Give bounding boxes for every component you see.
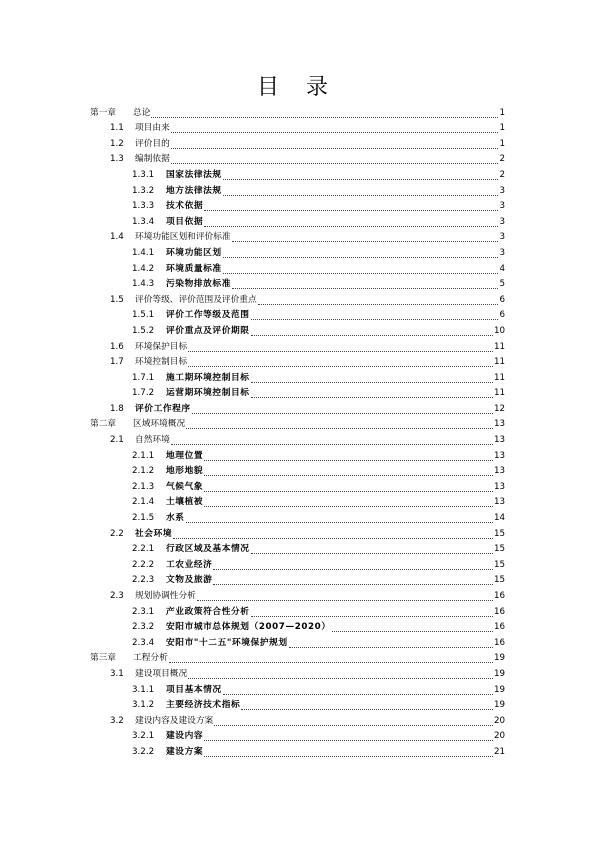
- toc-entry-title: 文物及旅游: [166, 575, 213, 586]
- toc-entry-page-number: 3: [499, 216, 505, 227]
- toc-leader-dots: [251, 607, 493, 617]
- toc-entry-title: 建设项目概况: [135, 668, 188, 679]
- toc-entry[interactable]: [90, 165, 505, 181]
- toc-entry-number: 1.3: [110, 154, 124, 165]
- toc-leader-dots: [204, 497, 493, 507]
- toc-entry-title: 运营期环境控制目标: [166, 388, 250, 399]
- toc-leader-dots: [232, 232, 498, 242]
- toc-leader-dots: [289, 638, 493, 648]
- toc-entry-page-number: 20: [493, 715, 505, 726]
- toc-entry-title: 评价重点及评价期限: [166, 325, 250, 336]
- toc-entry-number: 1.3.1: [132, 169, 155, 180]
- toc-entry[interactable]: [90, 430, 505, 446]
- toc-entry-page-number: 13: [493, 466, 505, 477]
- toc-leader-dots: [251, 310, 498, 320]
- page-title: 目 录: [257, 75, 338, 100]
- toc-leader-dots: [204, 731, 493, 741]
- toc-entry-page-number: 19: [493, 653, 505, 664]
- toc-entry[interactable]: [90, 618, 505, 634]
- toc-entry-title: 评价工作等级及范围: [166, 310, 250, 321]
- toc-leader-dots: [332, 622, 493, 632]
- toc-leader-dots: [204, 217, 498, 227]
- toc-leader-dots: [186, 513, 493, 523]
- toc-leader-dots: [251, 326, 493, 336]
- toc-entry-title: 技术依据: [166, 201, 204, 212]
- toc-entry-title: 建设内容: [166, 731, 204, 742]
- toc-entry-title: 自然环境: [135, 435, 170, 446]
- toc-entry-page-number: 16: [493, 622, 505, 633]
- toc-entry[interactable]: [90, 259, 505, 275]
- table-of-contents: [90, 103, 505, 758]
- toc-entry-page-number: 15: [493, 575, 505, 586]
- toc-leader-dots: [241, 700, 493, 710]
- toc-entry-number: 2.1: [110, 435, 124, 446]
- toc-entry-page-number: 14: [493, 513, 505, 524]
- toc-entry[interactable]: [90, 540, 505, 556]
- toc-entry[interactable]: [90, 119, 505, 135]
- toc-entry-page-number: 6: [499, 310, 505, 321]
- toc-entry-number: 1.4.2: [132, 263, 155, 274]
- toc-entry[interactable]: [90, 602, 505, 618]
- toc-entry-number: 1.4.1: [132, 247, 155, 258]
- toc-entry-title: 污染物排放标准: [166, 279, 232, 290]
- toc-leader-dots: [223, 170, 498, 180]
- toc-leader-dots: [223, 685, 493, 695]
- toc-leader-dots: [251, 388, 493, 398]
- toc-entry-title: 建设方案: [166, 746, 204, 757]
- toc-entry[interactable]: [90, 462, 505, 478]
- toc-leader-dots: [214, 716, 493, 726]
- toc-entry[interactable]: [90, 415, 505, 431]
- toc-entry-page-number: 10: [493, 325, 505, 336]
- toc-entry-page-number: 20: [493, 731, 505, 742]
- toc-entry-page-number: 13: [493, 450, 505, 461]
- toc-entry-number: 1.7.2: [132, 388, 155, 399]
- toc-entry-title: 环境控制目标: [135, 357, 188, 368]
- toc-leader-dots: [223, 186, 498, 196]
- toc-entry[interactable]: [90, 134, 505, 150]
- toc-entry[interactable]: [90, 337, 505, 353]
- toc-entry-title: 编制依据: [135, 154, 170, 165]
- toc-entry-number: 1.7.1: [132, 372, 155, 383]
- toc-entry-title: 环境质量标准: [166, 263, 222, 274]
- toc-entry-title: 主要经济技术指标: [166, 700, 241, 711]
- toc-entry-number: 2.3.4: [132, 637, 155, 648]
- toc-leader-dots: [232, 279, 498, 289]
- toc-entry-title: 施工期环境控制目标: [166, 372, 250, 383]
- toc-entry-number: 1.6: [110, 341, 124, 352]
- toc-entry-number: 2.2.1: [132, 544, 155, 555]
- toc-entry-title: 地方法律法规: [166, 185, 222, 196]
- toc-entry-page-number: 3: [499, 232, 505, 243]
- toc-entry[interactable]: [90, 446, 505, 462]
- toc-entry-page-number: 21: [493, 746, 505, 757]
- toc-entry-number: 2.1.5: [132, 513, 155, 524]
- toc-leader-dots: [213, 575, 493, 585]
- toc-entry-number: 1.5: [110, 294, 124, 305]
- toc-entry-number: 3.1.1: [132, 684, 155, 695]
- toc-leader-dots: [171, 154, 498, 164]
- toc-entry-page-number: 13: [493, 497, 505, 508]
- toc-entry[interactable]: [90, 633, 505, 649]
- toc-entry-page-number: 3: [499, 247, 505, 258]
- toc-entry[interactable]: [90, 368, 505, 384]
- toc-entry[interactable]: [90, 243, 505, 259]
- toc-entry-title: 地形地貌: [166, 466, 204, 477]
- toc-entry-number: 2.3.1: [132, 606, 155, 617]
- toc-entry-title: 地理位置: [166, 450, 204, 461]
- toc-entry[interactable]: [90, 493, 505, 509]
- toc-entry-title: 安阳市城市总体规划（2007—2020）: [166, 622, 331, 633]
- toc-entry-number: 2.2.3: [132, 575, 155, 586]
- toc-entry-title: 项目由来: [135, 123, 170, 134]
- toc-entry-number: 1.8: [110, 403, 124, 414]
- toc-entry-number: 2.1.1: [132, 450, 155, 461]
- toc-entry-page-number: 11: [493, 341, 505, 352]
- toc-entry-page-number: 15: [493, 544, 505, 555]
- toc-entry-page-number: 11: [493, 388, 505, 399]
- toc-entry-number: 1.3.2: [132, 185, 155, 196]
- toc-leader-dots: [204, 466, 493, 476]
- toc-leader-dots: [188, 342, 493, 352]
- toc-entry-title: 水系: [166, 513, 185, 524]
- toc-entry-number: 2.1.3: [132, 481, 155, 492]
- toc-entry-number: 3.2: [110, 715, 124, 726]
- toc-leader-dots: [188, 669, 493, 679]
- toc-entry-page-number: 12: [493, 403, 505, 414]
- toc-entry-number: 3.2.2: [132, 746, 155, 757]
- toc-entry-title: 气候气象: [166, 481, 204, 492]
- toc-entry-title: 环境功能区划: [166, 247, 222, 258]
- toc-entry-page-number: 16: [493, 606, 505, 617]
- toc-entry[interactable]: [90, 649, 505, 665]
- toc-entry-title: 评价等级、评价范围及评价重点: [135, 294, 257, 305]
- toc-entry[interactable]: [90, 181, 505, 197]
- toc-entry-number: 2.3.2: [132, 622, 155, 633]
- toc-entry[interactable]: [90, 555, 505, 571]
- toc-leader-dots: [151, 108, 498, 118]
- toc-leader-dots: [188, 357, 493, 367]
- toc-entry-title: 总论: [133, 107, 151, 118]
- toc-entry[interactable]: [90, 399, 505, 415]
- toc-entry-page-number: 13: [493, 481, 505, 492]
- toc-leader-dots: [192, 404, 493, 414]
- toc-leader-dots: [171, 139, 498, 149]
- toc-leader-dots: [258, 295, 498, 305]
- toc-entry-page-number: 15: [493, 559, 505, 570]
- toc-entry-page-number: 15: [493, 528, 505, 539]
- toc-entry-number: 第一章: [90, 107, 117, 118]
- toc-leader-dots: [223, 264, 498, 274]
- toc-entry[interactable]: [90, 586, 505, 602]
- toc-entry[interactable]: [90, 680, 505, 696]
- toc-entry[interactable]: [90, 384, 505, 400]
- toc-entry-number: 第二章: [90, 419, 117, 430]
- toc-entry-page-number: 13: [493, 419, 505, 430]
- toc-entry-number: 2.1.4: [132, 497, 155, 508]
- toc-leader-dots: [204, 747, 493, 757]
- toc-entry-page-number: 6: [499, 294, 505, 305]
- toc-entry-title: 项目依据: [166, 216, 204, 227]
- toc-entry-title: 区域环境概况: [133, 419, 186, 430]
- toc-entry-number: 2.2: [110, 528, 124, 539]
- toc-entry[interactable]: [90, 306, 505, 322]
- toc-leader-dots: [173, 529, 493, 539]
- toc-entry[interactable]: [90, 353, 505, 369]
- toc-leader-dots: [251, 544, 493, 554]
- toc-entry[interactable]: [90, 103, 505, 119]
- toc-entry[interactable]: [90, 696, 505, 712]
- toc-entry-title: 规划协调性分析: [135, 591, 196, 601]
- toc-entry-number: 1.4.3: [132, 279, 155, 290]
- toc-entry[interactable]: [90, 477, 505, 493]
- toc-entry[interactable]: [90, 212, 505, 228]
- toc-leader-dots: [223, 248, 498, 258]
- toc-entry-page-number: 19: [493, 668, 505, 679]
- toc-entry[interactable]: [90, 711, 505, 727]
- toc-entry-title: 土壤植被: [166, 497, 204, 508]
- toc-entry-number: 3.2.1: [132, 731, 155, 742]
- toc-entry-title: 环境功能区划和评价标准: [135, 232, 231, 243]
- toc-entry-number: 2.3: [110, 591, 124, 601]
- toc-entry-number: 3.1.2: [132, 700, 155, 711]
- toc-leader-dots: [204, 482, 493, 492]
- toc-entry-page-number: 11: [493, 372, 505, 383]
- toc-entry-number: 1.5.1: [132, 310, 155, 321]
- toc-leader-dots: [171, 123, 498, 133]
- toc-entry-title: 国家法律法规: [166, 169, 222, 180]
- toc-entry-number: 1.7: [110, 357, 124, 368]
- toc-leader-dots: [213, 560, 493, 570]
- toc-entry-page-number: 1: [499, 123, 505, 134]
- toc-entry[interactable]: [90, 150, 505, 166]
- toc-entry-page-number: 13: [493, 435, 505, 446]
- toc-leader-dots: [186, 419, 493, 429]
- toc-entry-page-number: 1: [499, 107, 505, 118]
- toc-entry-title: 环境保护目标: [135, 341, 188, 352]
- toc-leader-dots: [197, 591, 493, 601]
- toc-entry-title: 建设内容及建设方案: [135, 715, 214, 726]
- toc-entry-title: 产业政策符合性分析: [166, 606, 250, 617]
- toc-entry-page-number: 2: [499, 154, 505, 165]
- toc-entry-page-number: 19: [493, 684, 505, 695]
- toc-entry-page-number: 19: [493, 700, 505, 711]
- toc-entry[interactable]: [90, 727, 505, 743]
- toc-entry-number: 2.1.2: [132, 466, 155, 477]
- toc-leader-dots: [204, 201, 498, 211]
- toc-entry-title: 社会环境: [135, 528, 173, 539]
- toc-entry[interactable]: [90, 275, 505, 291]
- toc-entry-number: 第三章: [90, 653, 117, 664]
- toc-entry-title: 工程分析: [133, 653, 168, 664]
- toc-entry-title: 安阳市"十二五"环境保护规划: [166, 637, 288, 648]
- toc-entry-page-number: 11: [493, 357, 505, 368]
- toc-entry-page-number: 5: [499, 279, 505, 290]
- toc-entry[interactable]: [90, 524, 505, 540]
- toc-entry-page-number: 16: [493, 591, 505, 601]
- toc-leader-dots: [169, 653, 493, 663]
- toc-entry-title: 评价工作程序: [135, 403, 191, 414]
- toc-entry-title: 评价目的: [135, 138, 170, 149]
- toc-entry-number: 2.2.2: [132, 559, 155, 570]
- toc-leader-dots: [204, 451, 493, 461]
- toc-entry[interactable]: [90, 571, 505, 587]
- toc-entry-number: 1.3.3: [132, 201, 155, 212]
- toc-entry-page-number: 16: [493, 637, 505, 648]
- toc-entry-title: 项目基本情况: [166, 684, 222, 695]
- toc-entry[interactable]: [90, 321, 505, 337]
- toc-entry[interactable]: [90, 197, 505, 213]
- toc-entry-number: 1.1: [110, 123, 124, 134]
- toc-entry-title: 工农业经济: [166, 559, 213, 570]
- toc-entry[interactable]: [90, 508, 505, 524]
- toc-leader-dots: [171, 435, 493, 445]
- toc-entry[interactable]: [90, 228, 505, 244]
- toc-entry-page-number: 3: [499, 185, 505, 196]
- toc-entry-title: 行政区域及基本情况: [166, 544, 250, 555]
- toc-entry-number: 1.4: [110, 232, 124, 243]
- toc-entry-page-number: 2: [499, 169, 505, 180]
- toc-entry-number: 1.5.2: [132, 325, 155, 336]
- toc-entry-number: 1.2: [110, 138, 124, 149]
- toc-entry-page-number: 3: [499, 201, 505, 212]
- toc-leader-dots: [251, 373, 493, 383]
- toc-entry[interactable]: [90, 664, 505, 680]
- toc-entry[interactable]: [90, 290, 505, 306]
- toc-entry-page-number: 1: [499, 138, 505, 149]
- toc-entry-page-number: 4: [499, 263, 505, 274]
- toc-entry-number: 3.1: [110, 668, 124, 679]
- toc-entry[interactable]: [90, 742, 505, 758]
- toc-entry-number: 1.3.4: [132, 216, 155, 227]
